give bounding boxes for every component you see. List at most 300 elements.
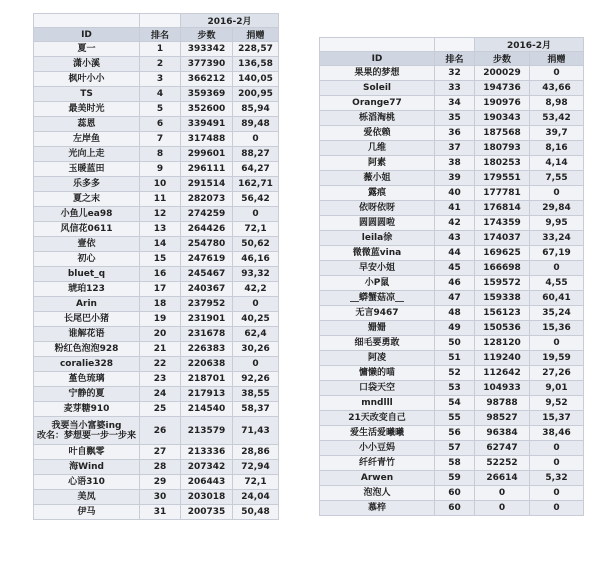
row-steps: 264426 (181, 222, 233, 237)
row-id: 圆圆圆啦 (320, 216, 435, 231)
row-id: 微微蓝vina (320, 246, 435, 261)
row-steps: 231901 (181, 312, 233, 327)
row-steps: 207342 (181, 460, 233, 475)
row-id: Soleil (320, 81, 435, 96)
table-row (34, 237, 279, 252)
row-donation: 162,71 (233, 177, 279, 192)
table-row (320, 381, 584, 396)
row-id: 初心 (34, 252, 140, 267)
row-id: mndlll (320, 396, 435, 411)
row-rank: 2 (140, 57, 181, 72)
row-steps: 112642 (475, 366, 530, 381)
row-id: 21天改变自己 (320, 411, 435, 426)
table-row (34, 132, 279, 147)
row-id: 谁解花语 (34, 327, 140, 342)
table-row (320, 201, 584, 216)
row-steps: 282073 (181, 192, 233, 207)
row-donation: 72,1 (233, 475, 279, 490)
table-row (34, 42, 279, 57)
header-blank (435, 38, 475, 52)
row-donation: 28,86 (233, 445, 279, 460)
row-donation: 88,27 (233, 147, 279, 162)
row-id: 细毛要勇敢 (320, 336, 435, 351)
row-donation: 0 (530, 456, 584, 471)
row-donation: 39,7 (530, 126, 584, 141)
row-steps: 174037 (475, 231, 530, 246)
row-rank: 35 (435, 111, 475, 126)
row-steps: 62747 (475, 441, 530, 456)
row-steps: 177781 (475, 186, 530, 201)
table-row (320, 366, 584, 381)
row-donation: 136,58 (233, 57, 279, 72)
row-donation: 0 (530, 501, 584, 516)
row-steps: 226383 (181, 342, 233, 357)
row-steps: 366212 (181, 72, 233, 87)
table-row (320, 111, 584, 126)
table-row (34, 177, 279, 192)
table-row (320, 216, 584, 231)
table-row (320, 231, 584, 246)
row-donation: 30,26 (233, 342, 279, 357)
row-id: 泡泡人 (320, 486, 435, 501)
table-row (320, 171, 584, 186)
row-rank: 16 (140, 267, 181, 282)
row-donation: 200,95 (233, 87, 279, 102)
row-donation: 24,04 (233, 490, 279, 505)
row-rank: 59 (435, 471, 475, 486)
table-row (320, 276, 584, 291)
row-donation: 9,52 (530, 396, 584, 411)
row-donation: 0 (233, 297, 279, 312)
row-rank: 33 (435, 81, 475, 96)
row-steps: 180253 (475, 156, 530, 171)
row-id: 光向上走 (34, 147, 140, 162)
row-steps: 180793 (475, 141, 530, 156)
ranking-table-left (33, 13, 279, 520)
row-rank: 54 (435, 396, 475, 411)
row-donation: 35,24 (530, 306, 584, 321)
row-rank: 27 (140, 445, 181, 460)
row-rank: 29 (140, 475, 181, 490)
row-steps: 166698 (475, 261, 530, 276)
row-steps: 393342 (181, 42, 233, 57)
row-id: 乐多多 (34, 177, 140, 192)
header-blank (320, 38, 435, 52)
row-rank: 38 (435, 156, 475, 171)
table-row (34, 162, 279, 177)
row-rank: 17 (140, 282, 181, 297)
row-rank: 37 (435, 141, 475, 156)
row-steps: 169625 (475, 246, 530, 261)
row-id: 我要当小富婆ing 改名：梦想要一步一步来 (34, 417, 140, 445)
row-id: 蕊恩 (34, 117, 140, 132)
table-row (320, 456, 584, 471)
row-rank: 51 (435, 351, 475, 366)
row-id: 琥珀123 (34, 282, 140, 297)
table-row (320, 96, 584, 111)
row-steps: 0 (475, 501, 530, 516)
row-rank: 19 (140, 312, 181, 327)
column-header-row (34, 28, 279, 42)
row-donation: 92,26 (233, 372, 279, 387)
row-id: 栎滔淘桃 (320, 111, 435, 126)
row-donation: 27,26 (530, 366, 584, 381)
row-id: 姗姗 (320, 321, 435, 336)
row-donation: 0 (530, 486, 584, 501)
row-id: 果果的梦想 (320, 66, 435, 81)
row-id: 爱依赖 (320, 126, 435, 141)
row-id: 无言9467 (320, 306, 435, 321)
row-rank: 44 (435, 246, 475, 261)
row-steps: 245467 (181, 267, 233, 282)
row-donation: 67,19 (530, 246, 584, 261)
row-rank: 45 (435, 261, 475, 276)
row-id: 爱生活爱曦曦 (320, 426, 435, 441)
period-header-row (34, 14, 279, 28)
period-header: 2016-2月 (475, 38, 584, 52)
row-rank: 8 (140, 147, 181, 162)
row-steps: 214540 (181, 402, 233, 417)
row-steps: 377390 (181, 57, 233, 72)
row-rank: 49 (435, 321, 475, 336)
row-steps: 174359 (475, 216, 530, 231)
table-row (320, 156, 584, 171)
period-header: 2016-2月 (181, 14, 279, 28)
row-steps: 247619 (181, 252, 233, 267)
row-steps: 231678 (181, 327, 233, 342)
row-id: 风信花0611 (34, 222, 140, 237)
table-row (320, 396, 584, 411)
row-rank: 20 (140, 327, 181, 342)
table-row (320, 306, 584, 321)
row-rank: 43 (435, 231, 475, 246)
row-id: Arin (34, 297, 140, 312)
row-rank: 41 (435, 201, 475, 216)
row-steps: 339491 (181, 117, 233, 132)
row-donation: 46,16 (233, 252, 279, 267)
row-steps: 200735 (181, 505, 233, 520)
row-rank: 30 (140, 490, 181, 505)
row-rank: 25 (140, 402, 181, 417)
row-steps: 296111 (181, 162, 233, 177)
row-donation: 72,94 (233, 460, 279, 475)
row-rank: 40 (435, 186, 475, 201)
row-donation: 43,66 (530, 81, 584, 96)
row-rank: 5 (140, 102, 181, 117)
row-steps: 26614 (475, 471, 530, 486)
row-rank: 4 (140, 87, 181, 102)
table-row (34, 460, 279, 475)
row-id: coralie328 (34, 357, 140, 372)
row-id: 夏之末 (34, 192, 140, 207)
row-steps: 206443 (181, 475, 233, 490)
table-row (320, 426, 584, 441)
table-row (34, 417, 279, 445)
table-row (34, 402, 279, 417)
table-row (34, 117, 279, 132)
row-id: 伊马 (34, 505, 140, 520)
row-steps: 119240 (475, 351, 530, 366)
row-steps: 240367 (181, 282, 233, 297)
row-rank: 11 (140, 192, 181, 207)
table-row (34, 387, 279, 402)
header-blank (34, 14, 140, 28)
table-row (34, 72, 279, 87)
row-donation: 4,14 (530, 156, 584, 171)
row-steps: 190343 (475, 111, 530, 126)
period-header-row (320, 38, 584, 52)
row-rank: 24 (140, 387, 181, 402)
table-row (34, 297, 279, 312)
row-steps: 0 (475, 486, 530, 501)
row-donation: 228,57 (233, 42, 279, 57)
row-rank: 52 (435, 366, 475, 381)
row-id: 壹依 (34, 237, 140, 252)
row-rank: 46 (435, 276, 475, 291)
ranking-table-right (319, 37, 584, 516)
row-donation: 71,43 (233, 417, 279, 445)
row-rank: 22 (140, 357, 181, 372)
table-row (34, 87, 279, 102)
table-row (34, 222, 279, 237)
row-id: 叶自飘零 (34, 445, 140, 460)
row-steps: 128120 (475, 336, 530, 351)
row-rank: 7 (140, 132, 181, 147)
row-id: 最美时光 (34, 102, 140, 117)
row-donation: 50,62 (233, 237, 279, 252)
row-rank: 60 (435, 486, 475, 501)
table-row (34, 102, 279, 117)
row-donation: 72,1 (233, 222, 279, 237)
table-row (320, 66, 584, 81)
row-id: TS (34, 87, 140, 102)
table-row (34, 57, 279, 72)
row-id: 夏一 (34, 42, 140, 57)
table-row (34, 192, 279, 207)
row-steps: 150536 (475, 321, 530, 336)
row-donation: 140,05 (233, 72, 279, 87)
table-row (320, 501, 584, 516)
row-donation: 15,37 (530, 411, 584, 426)
row-rank: 39 (435, 171, 475, 186)
row-donation: 0 (530, 441, 584, 456)
row-steps: 200029 (475, 66, 530, 81)
row-rank: 57 (435, 441, 475, 456)
row-rank: 47 (435, 291, 475, 306)
row-id: 海Wind (34, 460, 140, 475)
table-row (34, 267, 279, 282)
row-donation: 64,27 (233, 162, 279, 177)
row-rank: 23 (140, 372, 181, 387)
row-steps: 52252 (475, 456, 530, 471)
table-row (320, 261, 584, 276)
row-steps: 190976 (475, 96, 530, 111)
row-donation: 0 (530, 186, 584, 201)
header-blank (140, 14, 181, 28)
row-id: 宁静的夏 (34, 387, 140, 402)
row-donation: 8,16 (530, 141, 584, 156)
row-steps: 237952 (181, 297, 233, 312)
row-steps: 220638 (181, 357, 233, 372)
row-rank: 10 (140, 177, 181, 192)
row-rank: 50 (435, 336, 475, 351)
row-steps: 299601 (181, 147, 233, 162)
row-id: 露痕 (320, 186, 435, 201)
table-row (34, 372, 279, 387)
table-row (34, 252, 279, 267)
row-id: 纤纤青竹 (320, 456, 435, 471)
table-row (320, 186, 584, 201)
row-donation: 0 (233, 207, 279, 222)
row-donation: 9,95 (530, 216, 584, 231)
row-donation: 7,55 (530, 171, 584, 186)
row-id: bluet_q (34, 267, 140, 282)
table-row (34, 327, 279, 342)
row-donation: 0 (530, 66, 584, 81)
row-steps: 156123 (475, 306, 530, 321)
row-rank: 1 (140, 42, 181, 57)
row-id: 薇小姐 (320, 171, 435, 186)
rank-header: 排名 (435, 52, 475, 66)
rank-header: 排名 (140, 28, 181, 42)
row-steps: 352600 (181, 102, 233, 117)
row-id: 慕梓 (320, 501, 435, 516)
row-rank: 36 (435, 126, 475, 141)
row-donation: 19,59 (530, 351, 584, 366)
row-id: 慵懒的喵 (320, 366, 435, 381)
row-id: 小P鼠 (320, 276, 435, 291)
row-steps: 218701 (181, 372, 233, 387)
row-id: 口袋天空 (320, 381, 435, 396)
row-donation: 42,2 (233, 282, 279, 297)
row-donation: 50,48 (233, 505, 279, 520)
row-donation: 38,46 (530, 426, 584, 441)
row-donation: 33,24 (530, 231, 584, 246)
row-steps: 217913 (181, 387, 233, 402)
row-donation: 0 (233, 357, 279, 372)
row-id: 依呀依呀 (320, 201, 435, 216)
row-rank: 28 (140, 460, 181, 475)
table-row (34, 312, 279, 327)
row-id: __蟒蟹菇凉__ (320, 291, 435, 306)
row-rank: 42 (435, 216, 475, 231)
row-id: 左岸鱼 (34, 132, 140, 147)
row-rank: 56 (435, 426, 475, 441)
table-row (320, 411, 584, 426)
row-rank: 12 (140, 207, 181, 222)
table-row (320, 291, 584, 306)
row-donation: 0 (530, 336, 584, 351)
row-steps: 187568 (475, 126, 530, 141)
row-donation: 5,32 (530, 471, 584, 486)
row-rank: 58 (435, 456, 475, 471)
table-row (320, 126, 584, 141)
table-row (34, 357, 279, 372)
row-id: 早安小姐 (320, 261, 435, 276)
row-rank: 14 (140, 237, 181, 252)
row-steps: 104933 (475, 381, 530, 396)
row-steps: 274259 (181, 207, 233, 222)
row-steps: 176814 (475, 201, 530, 216)
row-rank: 48 (435, 306, 475, 321)
row-donation: 58,37 (233, 402, 279, 417)
row-rank: 31 (140, 505, 181, 520)
row-id: 小鱼儿ea98 (34, 207, 140, 222)
donation-header: 捐赠 (530, 52, 584, 66)
row-id: 玉暖蓝田 (34, 162, 140, 177)
row-id: 小小豆妈 (320, 441, 435, 456)
row-steps: 159338 (475, 291, 530, 306)
row-steps: 98788 (475, 396, 530, 411)
row-id: 长尾巴小猪 (34, 312, 140, 327)
row-rank: 15 (140, 252, 181, 267)
table-row (34, 445, 279, 460)
row-rank: 9 (140, 162, 181, 177)
row-steps: 254780 (181, 237, 233, 252)
row-id: Orange77 (320, 96, 435, 111)
row-steps: 291514 (181, 177, 233, 192)
row-steps: 203018 (181, 490, 233, 505)
steps-header: 步数 (475, 52, 530, 66)
row-donation: 0 (233, 132, 279, 147)
row-rank: 55 (435, 411, 475, 426)
row-rank: 26 (140, 417, 181, 445)
row-rank: 60 (435, 501, 475, 516)
row-id: 阿素 (320, 156, 435, 171)
row-id: leila徐 (320, 231, 435, 246)
row-donation: 62,4 (233, 327, 279, 342)
row-id: 枫叶小小 (34, 72, 140, 87)
row-steps: 96384 (475, 426, 530, 441)
row-id: 堇色琉璃 (34, 372, 140, 387)
row-steps: 213336 (181, 445, 233, 460)
row-id: 美凤 (34, 490, 140, 505)
row-rank: 32 (435, 66, 475, 81)
row-donation: 15,36 (530, 321, 584, 336)
row-donation: 8,98 (530, 96, 584, 111)
table-row (320, 351, 584, 366)
row-donation: 53,42 (530, 111, 584, 126)
row-donation: 38,55 (233, 387, 279, 402)
table-row (320, 441, 584, 456)
row-donation: 9,01 (530, 381, 584, 396)
row-donation: 93,32 (233, 267, 279, 282)
column-header-row (320, 52, 584, 66)
table-row (34, 282, 279, 297)
table-row (320, 141, 584, 156)
table-row (320, 471, 584, 486)
row-id: 几维 (320, 141, 435, 156)
row-steps: 317488 (181, 132, 233, 147)
row-steps: 98527 (475, 411, 530, 426)
row-id: 粉红色泡泡928 (34, 342, 140, 357)
row-rank: 21 (140, 342, 181, 357)
row-donation: 89,48 (233, 117, 279, 132)
table-row (320, 336, 584, 351)
row-rank: 53 (435, 381, 475, 396)
row-rank: 6 (140, 117, 181, 132)
id-header: ID (320, 52, 435, 66)
row-steps: 159572 (475, 276, 530, 291)
row-donation: 4,55 (530, 276, 584, 291)
row-rank: 13 (140, 222, 181, 237)
table-row (34, 505, 279, 520)
row-rank: 3 (140, 72, 181, 87)
table-row (34, 475, 279, 490)
row-id: 心语310 (34, 475, 140, 490)
row-id: 阿凌 (320, 351, 435, 366)
table-row (320, 321, 584, 336)
